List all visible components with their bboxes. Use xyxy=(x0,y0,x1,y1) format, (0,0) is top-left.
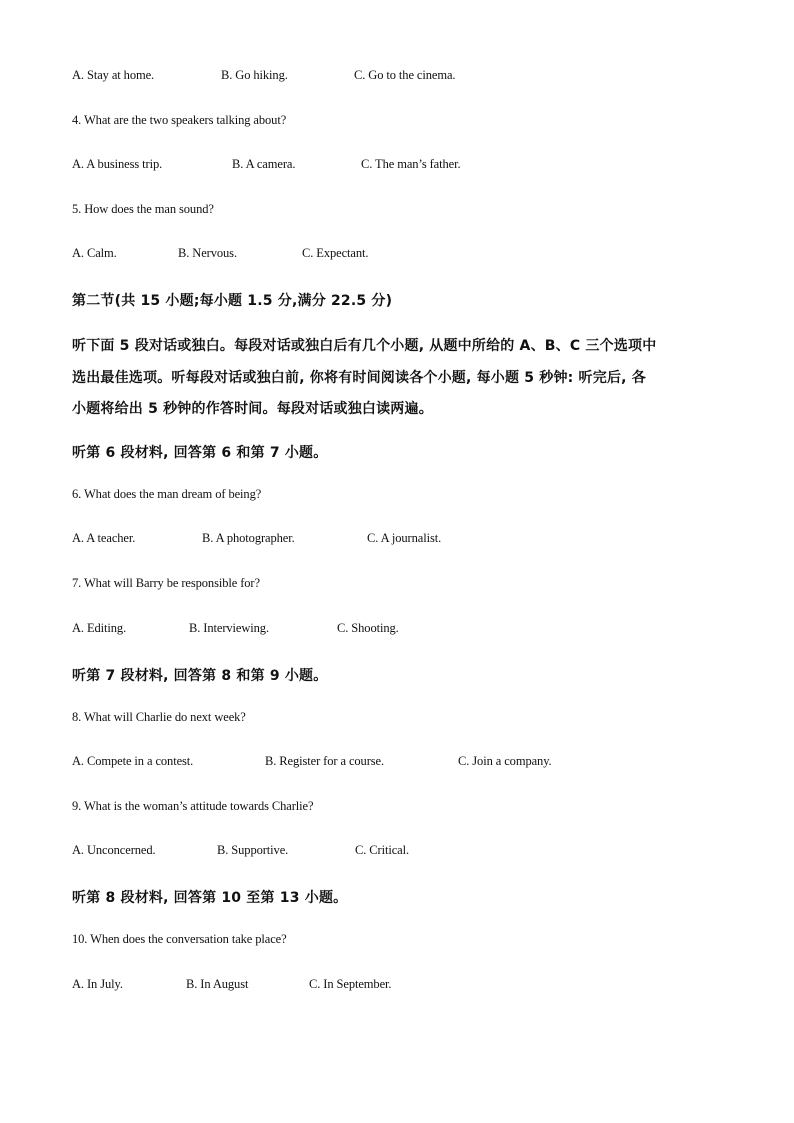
q10-question: 10. When does the conversation take place? xyxy=(72,932,287,946)
q10-option-a: A. In July. xyxy=(72,977,123,991)
q7-option-c: C. Shooting. xyxy=(337,621,399,635)
q4-option-b: B. A camera. xyxy=(232,157,296,171)
q9-question: 9. What is the woman’s attitude towards Charlie? xyxy=(72,799,314,813)
passage-8-heading: 听第 8 段材料, 回答第 10 至第 13 小题。 xyxy=(72,890,348,906)
q5-option-c: C. Expectant. xyxy=(302,246,369,260)
passage-6-heading: 听第 6 段材料, 回答第 6 和第 7 小题。 xyxy=(72,445,328,461)
q10-option-c: C. In September. xyxy=(309,977,392,991)
q9-option-b: B. Supportive. xyxy=(217,843,289,857)
q3-option-a: A. Stay at home. xyxy=(72,68,155,82)
q5-question: 5. How does the man sound? xyxy=(72,202,214,216)
q8-option-b: B. Register for a course. xyxy=(265,754,384,768)
passage-7-heading: 听第 7 段材料, 回答第 8 和第 9 小题。 xyxy=(72,668,328,684)
q7-option-b: B. Interviewing. xyxy=(189,621,269,635)
q3-option-c: C. Go to the cinema. xyxy=(354,68,456,82)
q5-option-a: A. Calm. xyxy=(72,246,117,260)
q3-option-b: B. Go hiking. xyxy=(221,68,288,82)
instructions-line-2: 选出最佳选项。听每段对话或独白前, 你将有时间阅读各个小题, 每小题 5 秒钟: 听完后, 各 xyxy=(72,370,646,386)
q6-option-b: B. A photographer. xyxy=(202,531,295,545)
q4-question: 4. What are the two speakers talking about? xyxy=(72,113,287,127)
q4-option-c: C. The man’s father. xyxy=(361,157,461,171)
q4-option-a: A. A business trip. xyxy=(72,157,163,171)
q9-option-a: A. Unconcerned. xyxy=(72,843,156,857)
q9-option-c: C. Critical. xyxy=(355,843,410,857)
q7-option-a: A. Editing. xyxy=(72,621,127,635)
instructions-line-3: 小题将给出 5 秒钟的作答时间。每段对话或独白读两遍。 xyxy=(72,401,433,417)
q6-question: 6. What does the man dream of being? xyxy=(72,487,262,501)
q6-option-c: C. A journalist. xyxy=(367,531,442,545)
section-heading: 第二节(共 15 小题;每小题 1.5 分,满分 22.5 分) xyxy=(72,293,393,309)
instructions-line-1: 听下面 5 段对话或独白。每段对话或独白后有几个小题, 从题中所给的 A、B、C 三个选项中 xyxy=(72,338,657,354)
q8-question: 8. What will Charlie do next week? xyxy=(72,710,246,724)
q5-option-b: B. Nervous. xyxy=(178,246,237,260)
q8-option-a: A. Compete in a contest. xyxy=(72,754,194,768)
q7-question: 7. What will Barry be responsible for? xyxy=(72,576,260,590)
q8-option-c: C. Join a company. xyxy=(458,754,552,768)
q10-option-b: B. In August xyxy=(186,977,249,991)
q6-option-a: A. A teacher. xyxy=(72,531,136,545)
